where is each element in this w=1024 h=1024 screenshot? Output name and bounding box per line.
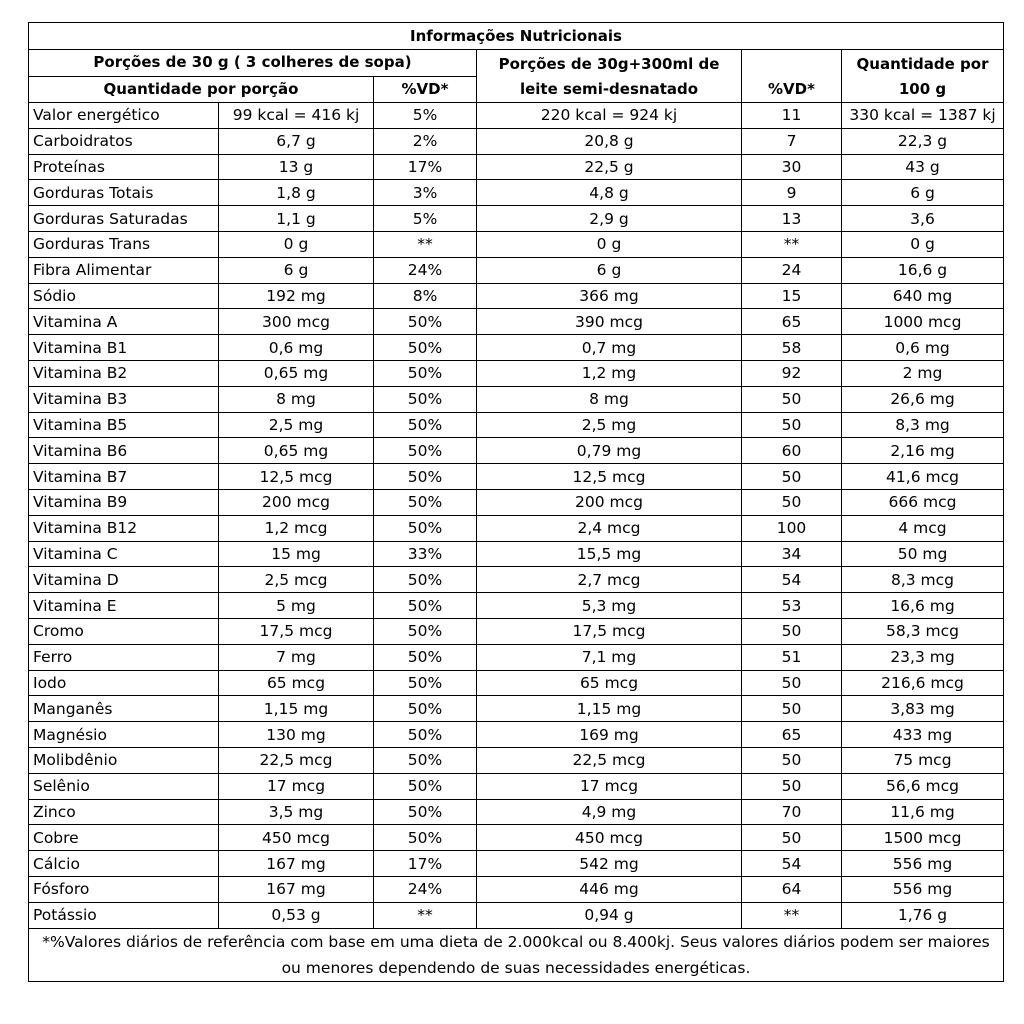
vd-with-milk: 50 (742, 670, 842, 696)
table-row (29, 103, 1004, 129)
nutrient-name: Cálcio (29, 851, 219, 877)
vd-with-milk: 64 (742, 876, 842, 902)
table-row (29, 825, 1004, 851)
qty-with-milk: 12,5 mcg (477, 464, 742, 490)
table-row (29, 722, 1004, 748)
table-row (29, 386, 1004, 412)
nutrient-name: Iodo (29, 670, 219, 696)
nutrient-name: Vitamina A (29, 309, 219, 335)
qty-per-100g: 2,16 mg (842, 438, 1004, 464)
vd-per-portion: 17% (374, 154, 477, 180)
vd-with-milk: 50 (742, 618, 842, 644)
qty-with-milk: 0,79 mg (477, 438, 742, 464)
table-row (29, 644, 1004, 670)
qty-per-100g: 216,6 mcg (842, 670, 1004, 696)
vd-with-milk: 50 (742, 386, 842, 412)
qty-per-portion: 167 mg (219, 851, 374, 877)
qty-per-100g: 41,6 mcg (842, 464, 1004, 490)
vd-per-portion: 8% (374, 283, 477, 309)
qty-per-portion: 450 mcg (219, 825, 374, 851)
vd-per-portion: 50% (374, 309, 477, 335)
table-row (29, 257, 1004, 283)
table-row (29, 335, 1004, 361)
qty-with-milk: 17 mcg (477, 773, 742, 799)
vd1-header: %VD* (374, 76, 477, 103)
qty-per-portion: 0 g (219, 231, 374, 257)
qty-per-100g: 11,6 mg (842, 799, 1004, 825)
qty-per-100g: 330 kcal = 1387 kj (842, 103, 1004, 129)
qty-per-portion: 1,15 mg (219, 696, 374, 722)
vd-with-milk: 34 (742, 541, 842, 567)
vd-per-portion: 50% (374, 773, 477, 799)
qty-with-milk: 0,7 mg (477, 335, 742, 361)
nutrient-name: Manganês (29, 696, 219, 722)
vd2-header: %VD* (742, 50, 842, 103)
vd-per-portion: 50% (374, 412, 477, 438)
qty-per-100g: 1,76 g (842, 902, 1004, 928)
qty-per-100g: 3,83 mg (842, 696, 1004, 722)
nutrient-name: Vitamina E (29, 593, 219, 619)
vd-per-portion: 33% (374, 541, 477, 567)
qty-with-milk: 6 g (477, 257, 742, 283)
qty-per-100g: 556 mg (842, 876, 1004, 902)
nutrient-name: Sódio (29, 283, 219, 309)
qty-per-100g: 2 mg (842, 360, 1004, 386)
qty-with-milk: 220 kcal = 924 kj (477, 103, 742, 129)
qty-per-100g: 1500 mcg (842, 825, 1004, 851)
vd-with-milk: ** (742, 902, 842, 928)
qty-per-100g: 4 mcg (842, 515, 1004, 541)
qty-with-milk: 169 mg (477, 722, 742, 748)
vd-with-milk: 11 (742, 103, 842, 129)
per100-header (842, 50, 1004, 103)
qty-per-portion: 0,65 mg (219, 438, 374, 464)
table-row (29, 180, 1004, 206)
vd-with-milk: 7 (742, 128, 842, 154)
milk-portion-header (477, 50, 742, 103)
qty-per-portion: 192 mg (219, 283, 374, 309)
vd-with-milk: 54 (742, 567, 842, 593)
qty-with-milk: 366 mg (477, 283, 742, 309)
qty-per-portion: 1,8 g (219, 180, 374, 206)
vd-with-milk: 50 (742, 489, 842, 515)
footnote: *%Valores diários de referência com base em uma dieta de 2.000kcal ou 8.400kj. Seus valores diários podem ser maiores ou menores dependendo de suas necessidades energéticas. (29, 928, 1004, 981)
qty-per-100g: 26,6 mg (842, 386, 1004, 412)
per100-header-line2: 100 g (898, 80, 947, 98)
qty-with-milk: 8 mg (477, 386, 742, 412)
nutrient-name: Fibra Alimentar (29, 257, 219, 283)
table-row (29, 773, 1004, 799)
table-row (29, 154, 1004, 180)
table-row (29, 283, 1004, 309)
table-row (29, 231, 1004, 257)
qty-per-portion: 1,1 g (219, 206, 374, 232)
vd-with-milk: 50 (742, 773, 842, 799)
qty-with-milk: 200 mcg (477, 489, 742, 515)
qty-with-milk: 20,8 g (477, 128, 742, 154)
nutrient-name: Vitamina B6 (29, 438, 219, 464)
qty-with-milk: 22,5 mcg (477, 747, 742, 773)
vd-with-milk: 50 (742, 825, 842, 851)
nutrition-table (28, 22, 1004, 982)
vd-per-portion: 50% (374, 696, 477, 722)
qty-per-100g: 666 mcg (842, 489, 1004, 515)
nutrient-name: Proteínas (29, 154, 219, 180)
qty-per-portion: 200 mcg (219, 489, 374, 515)
qty-per-portion: 0,6 mg (219, 335, 374, 361)
qty-per-100g: 640 mg (842, 283, 1004, 309)
table-title: Informações Nutricionais (29, 23, 1004, 50)
table-row (29, 618, 1004, 644)
vd-per-portion: 50% (374, 747, 477, 773)
qty-per-100g: 556 mg (842, 851, 1004, 877)
vd-with-milk: ** (742, 231, 842, 257)
qty-with-milk: 446 mg (477, 876, 742, 902)
vd-per-portion: 50% (374, 335, 477, 361)
qty-per-portion: 15 mg (219, 541, 374, 567)
vd-with-milk: 13 (742, 206, 842, 232)
table-row (29, 876, 1004, 902)
vd-per-portion: 5% (374, 206, 477, 232)
qty-with-milk: 65 mcg (477, 670, 742, 696)
qty-per-100g: 6 g (842, 180, 1004, 206)
vd-per-portion: 50% (374, 360, 477, 386)
nutrient-name: Carboidratos (29, 128, 219, 154)
vd-per-portion: 50% (374, 670, 477, 696)
qty-with-milk: 2,5 mg (477, 412, 742, 438)
table-row (29, 541, 1004, 567)
table-row (29, 360, 1004, 386)
qty-per-100g: 433 mg (842, 722, 1004, 748)
vd-with-milk: 70 (742, 799, 842, 825)
vd-per-portion: 50% (374, 567, 477, 593)
vd-with-milk: 58 (742, 335, 842, 361)
qty-with-milk: 0,94 g (477, 902, 742, 928)
vd-per-portion: 50% (374, 618, 477, 644)
table-row (29, 567, 1004, 593)
qty-per-portion: 17 mcg (219, 773, 374, 799)
qty-with-milk: 2,9 g (477, 206, 742, 232)
nutrient-name: Selênio (29, 773, 219, 799)
qty-per-100g: 16,6 g (842, 257, 1004, 283)
qty-per-portion: 167 mg (219, 876, 374, 902)
vd-per-portion: 50% (374, 644, 477, 670)
qty-with-milk: 1,2 mg (477, 360, 742, 386)
nutrient-name: Gorduras Totais (29, 180, 219, 206)
qty-with-milk: 450 mcg (477, 825, 742, 851)
qty-per-100g: 50 mg (842, 541, 1004, 567)
vd-with-milk: 24 (742, 257, 842, 283)
table-row (29, 696, 1004, 722)
qty-per-portion: 8 mg (219, 386, 374, 412)
qty-per-portion: 17,5 mcg (219, 618, 374, 644)
vd-with-milk: 50 (742, 412, 842, 438)
table-row (29, 128, 1004, 154)
qty-per-portion: 7 mg (219, 644, 374, 670)
qty-per-100g: 22,3 g (842, 128, 1004, 154)
qty-with-milk: 5,3 mg (477, 593, 742, 619)
qty-with-milk: 15,5 mg (477, 541, 742, 567)
qty-with-milk: 390 mcg (477, 309, 742, 335)
vd-per-portion: ** (374, 231, 477, 257)
qty-per-100g: 23,3 mg (842, 644, 1004, 670)
qty-per-portion: 0,65 mg (219, 360, 374, 386)
vd-with-milk: 65 (742, 722, 842, 748)
table-row (29, 412, 1004, 438)
qty-per-100g: 43 g (842, 154, 1004, 180)
nutrient-name: Vitamina B7 (29, 464, 219, 490)
vd-per-portion: 50% (374, 386, 477, 412)
qty-per-portion: 2,5 mcg (219, 567, 374, 593)
per100-header-line1: Quantidade por (856, 55, 989, 73)
qty-with-milk: 4,9 mg (477, 799, 742, 825)
vd-with-milk: 15 (742, 283, 842, 309)
table-row (29, 593, 1004, 619)
table-row (29, 747, 1004, 773)
vd-with-milk: 50 (742, 747, 842, 773)
qty-with-milk: 17,5 mcg (477, 618, 742, 644)
qty-per-100g: 16,6 mg (842, 593, 1004, 619)
vd-per-portion: 50% (374, 825, 477, 851)
nutrient-name: Zinco (29, 799, 219, 825)
qty-per-portion: 130 mg (219, 722, 374, 748)
qty-per-portion: 65 mcg (219, 670, 374, 696)
nutrient-rows (29, 103, 1004, 929)
vd-with-milk: 60 (742, 438, 842, 464)
vd-with-milk: 9 (742, 180, 842, 206)
qty-per-100g: 3,6 (842, 206, 1004, 232)
table-row (29, 309, 1004, 335)
vd-per-portion: 50% (374, 799, 477, 825)
qty-per-100g: 1000 mcg (842, 309, 1004, 335)
qty-per-portion: 1,2 mcg (219, 515, 374, 541)
qty-per-portion: 5 mg (219, 593, 374, 619)
qty-per-100g: 8,3 mg (842, 412, 1004, 438)
table-row (29, 515, 1004, 541)
table-row (29, 438, 1004, 464)
milk-header-line2: leite semi-desnatado (519, 80, 699, 98)
qty-per-portion: 0,53 g (219, 902, 374, 928)
qty-per-portion: 6 g (219, 257, 374, 283)
vd-with-milk: 100 (742, 515, 842, 541)
nutrient-name: Valor energético (29, 103, 219, 129)
nutrient-name: Cobre (29, 825, 219, 851)
vd-per-portion: 50% (374, 464, 477, 490)
vd-per-portion: 24% (374, 257, 477, 283)
vd-with-milk: 65 (742, 309, 842, 335)
nutrient-name: Ferro (29, 644, 219, 670)
vd-with-milk: 30 (742, 154, 842, 180)
qty-per-portion: 2,5 mg (219, 412, 374, 438)
qty-with-milk: 1,15 mg (477, 696, 742, 722)
table-row (29, 799, 1004, 825)
qty-with-milk: 0 g (477, 231, 742, 257)
nutrient-name: Vitamina C (29, 541, 219, 567)
vd-per-portion: 50% (374, 593, 477, 619)
table-row (29, 206, 1004, 232)
vd-per-portion: 50% (374, 515, 477, 541)
vd-per-portion: 50% (374, 722, 477, 748)
nutrient-name: Vitamina B9 (29, 489, 219, 515)
vd-per-portion: 24% (374, 876, 477, 902)
qty-per-portion: 300 mcg (219, 309, 374, 335)
qty-per-portion: 99 kcal = 416 kj (219, 103, 374, 129)
nutrient-name: Vitamina D (29, 567, 219, 593)
qty-per-100g: 56,6 mcg (842, 773, 1004, 799)
vd-per-portion: ** (374, 902, 477, 928)
table-row (29, 464, 1004, 490)
nutrient-name: Potássio (29, 902, 219, 928)
qty-with-milk: 22,5 g (477, 154, 742, 180)
vd-with-milk: 51 (742, 644, 842, 670)
vd-per-portion: 50% (374, 489, 477, 515)
qty-with-milk: 7,1 mg (477, 644, 742, 670)
qty-with-milk: 2,7 mcg (477, 567, 742, 593)
qty-per-100g: 8,3 mcg (842, 567, 1004, 593)
vd-per-portion: 2% (374, 128, 477, 154)
table-row (29, 902, 1004, 928)
vd-per-portion: 50% (374, 438, 477, 464)
vd-per-portion: 17% (374, 851, 477, 877)
vd-per-portion: 3% (374, 180, 477, 206)
vd-with-milk: 54 (742, 851, 842, 877)
nutrient-name: Gorduras Trans (29, 231, 219, 257)
nutrient-name: Gorduras Saturadas (29, 206, 219, 232)
qty-with-milk: 2,4 mcg (477, 515, 742, 541)
qty-per-portion: 6,7 g (219, 128, 374, 154)
qty-per-portion: 3,5 mg (219, 799, 374, 825)
table-row (29, 489, 1004, 515)
vd-with-milk: 50 (742, 696, 842, 722)
portion-group-header: Porções de 30 g ( 3 colheres de sopa) (29, 50, 477, 77)
qty-per-100g: 0,6 mg (842, 335, 1004, 361)
nutrient-name: Vitamina B1 (29, 335, 219, 361)
vd-per-portion: 5% (374, 103, 477, 129)
qty-per-100g: 75 mcg (842, 747, 1004, 773)
nutrient-name: Molibdênio (29, 747, 219, 773)
vd-with-milk: 50 (742, 464, 842, 490)
qty-per-portion-header: Quantidade por porção (29, 76, 374, 103)
nutrient-name: Cromo (29, 618, 219, 644)
qty-per-portion: 22,5 mcg (219, 747, 374, 773)
qty-per-portion: 13 g (219, 154, 374, 180)
vd-with-milk: 92 (742, 360, 842, 386)
nutrient-name: Fósforo (29, 876, 219, 902)
qty-per-100g: 0 g (842, 231, 1004, 257)
table-row (29, 851, 1004, 877)
qty-with-milk: 4,8 g (477, 180, 742, 206)
qty-with-milk: 542 mg (477, 851, 742, 877)
vd-with-milk: 53 (742, 593, 842, 619)
qty-per-portion: 12,5 mcg (219, 464, 374, 490)
nutrient-name: Vitamina B2 (29, 360, 219, 386)
nutrient-name: Vitamina B3 (29, 386, 219, 412)
nutrient-name: Magnésio (29, 722, 219, 748)
qty-per-100g: 58,3 mcg (842, 618, 1004, 644)
table-row (29, 670, 1004, 696)
nutrient-name: Vitamina B5 (29, 412, 219, 438)
nutrient-name: Vitamina B12 (29, 515, 219, 541)
milk-header-line1: Porções de 30g+300ml de (498, 55, 720, 73)
